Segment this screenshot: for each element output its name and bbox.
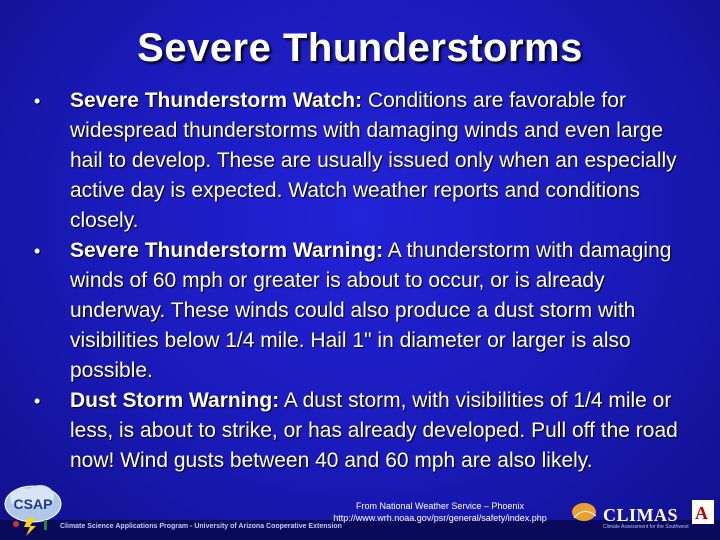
bullet-icon: •	[34, 91, 41, 111]
bullet-list	[26, 86, 686, 476]
credit-source: From National Weather Service – Phoenix	[356, 501, 524, 511]
bullet-icon: •	[34, 391, 41, 411]
bullet-text: Conditions are favorable for widespread thunderstorms with damaging winds and even large hail to develop. These are usually issued only when an especially active day is expected. Watch weather reports and conditions closely.	[70, 89, 677, 232]
bullet-item-watch	[26, 86, 686, 236]
bullet-text: A thunderstorm with damaging winds of 60 mph or greater is about to occur, or is already underway. These winds could also produce a dust storm with visibilities below 1/4 mile. Hail 1" in diameter or larger is also possible.	[70, 239, 672, 382]
bullet-item-dust	[26, 386, 686, 476]
climas-logo-subtitle: Climate Assessment for the Southwest	[603, 524, 689, 530]
credit-url[interactable]: http://www.wrh.noaa.gov/psr/general/safety/index.php	[333, 513, 547, 523]
bullet-term: Dust Storm Warning:	[70, 389, 280, 412]
bullet-icon: •	[34, 241, 41, 261]
bullet-text: A dust storm, with visibilities of 1/4 mile or less, is about to strike, or has already developed. Pull off the road now! Wind gusts between 40 and 60 mph are also likely.	[70, 389, 678, 472]
footer-program: Climate Science Applications Program - University of Arizona Cooperative Extension	[60, 523, 342, 530]
university-a-logo: A	[695, 503, 708, 523]
slide-title: Severe Thunderstorms	[137, 26, 583, 70]
source-credit	[290, 500, 590, 524]
csap-logo	[2, 476, 64, 536]
bullet-item-warning	[26, 236, 686, 386]
bullet-term: Severe Thunderstorm Warning:	[70, 239, 384, 262]
csap-logo-text: CSAP	[13, 496, 53, 512]
bullet-term: Severe Thunderstorm Watch:	[70, 89, 363, 112]
climas-logo-text: CLIMAS	[603, 505, 679, 525]
